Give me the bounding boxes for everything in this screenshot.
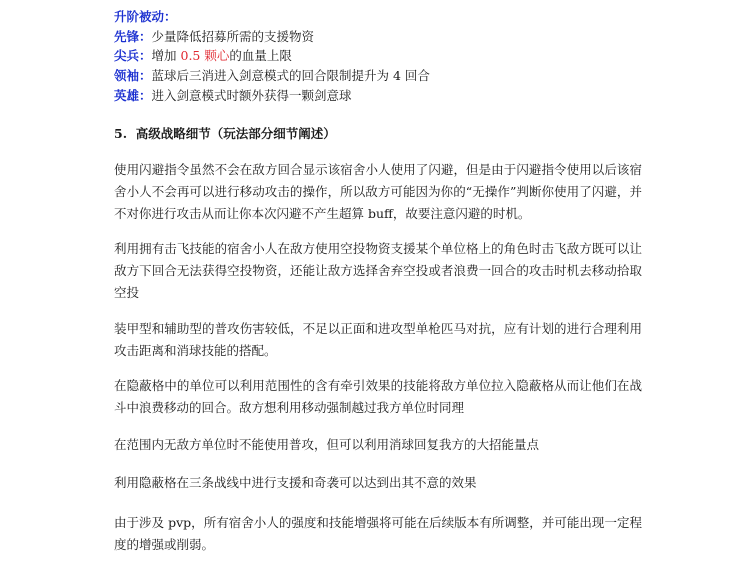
role-label-leader: 领袖： bbox=[114, 68, 152, 83]
section-title: 高级战略细节（玩法部分细节阐述） bbox=[135, 126, 336, 141]
passive-highlight-scout: 0.5 颗心 bbox=[180, 48, 230, 63]
advance-passive-title: 升阶被动： bbox=[114, 9, 177, 24]
paragraph-armor-support: 装甲型和辅助型的普攻伤害较低，不足以正面和进攻型单枪匹马对抗，应有计划的进行合理利用攻击距离和消球技能的搭配。 bbox=[114, 321, 642, 358]
role-label-scout: 尖兵： bbox=[114, 48, 152, 63]
passive-text-scout-after: 的血量上限 bbox=[229, 48, 292, 63]
passive-text-scout-before: 增加 bbox=[151, 48, 181, 63]
passive-vanguard bbox=[114, 29, 314, 45]
passive-text-leader: 蓝球后三消进入剑意模式的回合限制提升为 4 回合 bbox=[151, 68, 430, 83]
passive-hero bbox=[114, 88, 352, 104]
section-number: 5. bbox=[114, 126, 128, 141]
passive-scout bbox=[114, 48, 292, 64]
paragraph-stealth-flank: 利用隐蔽格在三条战线中进行支援和奇袭可以达到出其不意的效果 bbox=[114, 475, 477, 490]
paragraph-knockback-airdrop: 利用拥有击飞技能的宿舍小人在敌方使用空投物资支援某个单位格上的角色时击飞敌方既可以让敌方下回合无法获得空投物资，还能让敌方选择舍弃空投或者浪费一回合的攻击时机去移动拾取空投 bbox=[114, 241, 642, 300]
section-heading bbox=[114, 126, 336, 142]
paragraph-stealth-pull: 在隐蔽格中的单位可以利用范围性的含有牵引效果的技能将敌方单位拉入隐蔽格从而让他们在战斗中浪费移动的回合。敌方想利用移动强制越过我方单位时同理 bbox=[114, 378, 642, 415]
role-label-vanguard: 先锋： bbox=[114, 29, 152, 44]
role-label-hero: 英雄： bbox=[114, 88, 152, 103]
paragraph-pvp-balance: 由于涉及 pvp，所有宿舍小人的强度和技能增强将可能在后续版本有所调整，并可能出现一定程度的增强或削弱。 bbox=[114, 515, 642, 552]
passive-text-vanguard: 少量降低招募所需的支援物资 bbox=[151, 29, 315, 44]
paragraph-no-target: 在范围内无敌方单位时不能使用普攻，但可以利用消球回复我方的大招能量点 bbox=[114, 437, 540, 452]
passive-leader bbox=[114, 68, 430, 84]
passive-text-hero: 进入剑意模式时额外获得一颗剑意球 bbox=[151, 88, 352, 103]
paragraph-dodge-timing: 使用闪避指令虽然不会在敌方回合显示该宿舍小人使用了闪避，但是由于闪避指令使用以后该宿舍小人不会再可以进行移动攻击的操作，所以敌方可能因为你的“无操作”判断你使用了闪避，并不对你进行攻击从而让你本次闪避不产生超算 buff，故要注意闪避的时机。 bbox=[114, 162, 642, 221]
